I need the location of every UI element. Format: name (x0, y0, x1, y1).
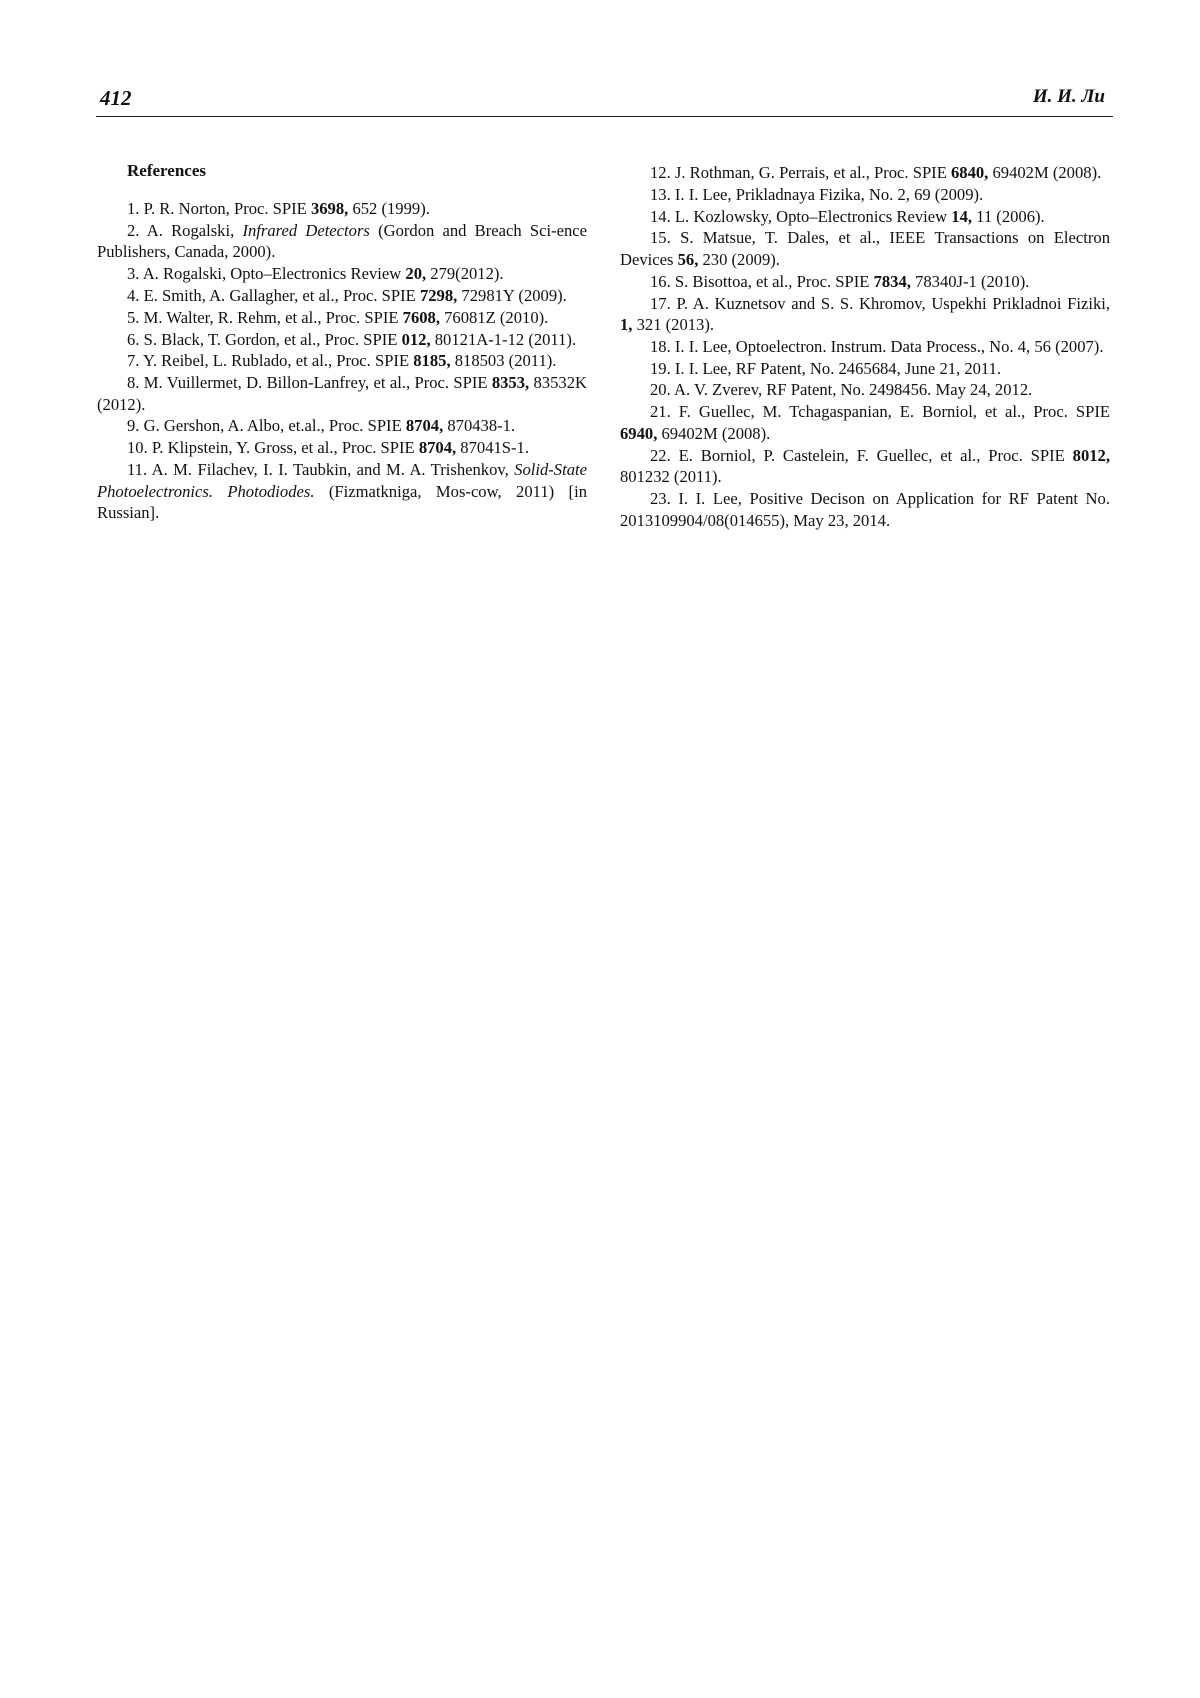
reference-item (620, 336, 1110, 358)
reference-item (97, 415, 587, 437)
reference-number: 20. (650, 380, 671, 400)
reference-text-end: 870438-1. (443, 416, 516, 436)
reference-volume: 8704, (405, 416, 444, 436)
reference-number: 19. (650, 358, 671, 378)
reference-item (97, 459, 587, 524)
reference-text: A. Rogalski, Opto–Electronics Review (142, 264, 406, 284)
reference-volume: 8353, (491, 373, 530, 393)
reference-item (97, 198, 587, 220)
reference-text-end: (Gordon and Breach Sci-ence Publishers, Canada, 2000). (97, 220, 587, 262)
reference-text: F. Guellec, M. Tchagaspanian, E. Borniol, et al., Proc. SPIE (678, 402, 1110, 422)
reference-item (97, 285, 587, 307)
left-column (97, 160, 587, 524)
reference-volume: 7834, (873, 271, 911, 291)
reference-number: 2. (127, 220, 140, 240)
reference-item (97, 372, 587, 415)
reference-item (97, 437, 587, 459)
reference-title: Infrared Detectors (242, 220, 370, 240)
references-list-left (97, 198, 587, 524)
reference-text-end: 230 (2009). (698, 249, 780, 269)
reference-number: 14. (650, 206, 671, 226)
reference-volume: 56, (677, 249, 699, 269)
reference-text: I. I. Lee, Positive Decison on Application for RF Patent No. 2013109904/08(014655), May 23, 2014. (620, 488, 1110, 530)
reference-text: A. V. Zverev, RF Patent, No. 2498456. May 24, 2012. (673, 380, 1033, 400)
reference-number: 8. (127, 373, 140, 393)
running-head: И. И. Ли (1032, 86, 1105, 107)
reference-item (620, 271, 1110, 293)
reference-item (620, 379, 1110, 401)
reference-item (97, 329, 587, 351)
reference-text-end: 72981Y (2009). (457, 285, 567, 305)
reference-text-end: 801232 (2011). (620, 467, 722, 487)
reference-number: 9. (127, 416, 140, 436)
reference-number: 17. (650, 293, 671, 313)
reference-text: P. A. Kuznetsov and S. S. Khromov, Uspekhi Prikladnoi Fiziki, (676, 293, 1110, 313)
reference-volume: 8012, (1072, 445, 1110, 465)
reference-number: 4. (127, 285, 140, 305)
reference-text: E. Smith, A. Gallagher, et al., Proc. SPIE (143, 285, 420, 305)
reference-text-end: (Fizmatkniga, Mos-cow, 2011) [in Russian]. (97, 481, 587, 523)
reference-item (620, 358, 1110, 380)
reference-volume: 7608, (402, 307, 440, 327)
reference-number: 22. (650, 445, 671, 465)
reference-text-end: 69402M (2008). (657, 423, 771, 443)
reference-number: 7. (127, 351, 140, 371)
page-header (96, 86, 1113, 117)
reference-number: 16. (650, 271, 671, 291)
reference-number: 6. (127, 329, 140, 349)
reference-volume: 8704, (418, 438, 457, 458)
reference-number: 1. (127, 199, 140, 218)
reference-number: 15. (650, 228, 671, 248)
reference-number: 21. (650, 402, 671, 422)
reference-text: Y. Reibel, L. Rublado, et al., Proc. SPIE (143, 351, 414, 371)
reference-text-end: 83532K (2012). (97, 373, 587, 414)
reference-volume: 3698, (310, 199, 349, 218)
reference-text: I. I. Lee, RF Patent, No. 2465684, June 21, 2011. (674, 358, 1002, 378)
reference-volume: 6840, (950, 163, 989, 182)
reference-text-end: 818503 (2011). (450, 351, 557, 371)
reference-item (620, 206, 1110, 228)
reference-text: A. M. Filachev, I. I. Taubkin, and M. A. Trishenkov, (151, 460, 515, 479)
reference-number: 13. (650, 184, 671, 204)
reference-volume: 20, (405, 264, 427, 284)
right-column (620, 160, 1110, 531)
reference-item (620, 293, 1110, 336)
reference-number: 11. (127, 460, 148, 479)
reference-text: G. Gershon, A. Albo, et.al., Proc. SPIE (143, 416, 406, 436)
reference-item (97, 263, 587, 285)
reference-number: 12. (650, 163, 671, 182)
reference-text-end: 279(2012). (426, 264, 504, 284)
reference-item (97, 220, 587, 263)
reference-number: 18. (650, 336, 671, 356)
reference-text: S. Black, T. Gordon, et al., Proc. SPIE (143, 329, 402, 349)
page-number: 412 (100, 86, 132, 110)
reference-item (620, 227, 1110, 270)
reference-text: I. I. Lee, Optoelectron. Instrum. Data Process., No. 4, 56 (2007). (674, 336, 1104, 356)
reference-text-end: 76081Z (2010). (439, 307, 549, 327)
reference-volume: 14, (951, 206, 973, 226)
reference-text: I. I. Lee, Prikladnaya Fizika, No. 2, 69 (2009). (674, 184, 984, 204)
reference-number: 10. (127, 438, 148, 458)
reference-number: 3. (127, 264, 140, 284)
reference-text: M. Vuillermet, D. Billon-Lanfrey, et al., Proc. SPIE (143, 373, 492, 393)
reference-text: P. R. Norton, Proc. SPIE (143, 199, 311, 218)
reference-text-end: 69402M (2008). (988, 163, 1102, 182)
references-list-right (620, 162, 1110, 531)
reference-item (620, 401, 1110, 444)
reference-text-end: 80121A-1-12 (2011). (430, 329, 577, 349)
reference-item (620, 445, 1110, 488)
reference-text-end: 87041S-1. (456, 438, 529, 458)
reference-item (620, 184, 1110, 206)
reference-item (620, 488, 1110, 531)
reference-volume: 8185, (413, 351, 451, 371)
reference-text: L. Kozlowsky, Opto–Electronics Review (674, 206, 952, 226)
reference-text: S. Matsue, T. Dales, et al., IEEE Transactions on Electron Devices (620, 228, 1111, 269)
reference-text-end: 11 (2006). (972, 206, 1045, 226)
reference-volume: 7298, (419, 285, 458, 305)
reference-item (97, 350, 587, 372)
reference-title: Solid-State Photoelectronics. Photodiodes. (97, 460, 587, 501)
reference-number: 23. (650, 488, 671, 508)
reference-item (620, 162, 1110, 184)
reference-volume: 1, (620, 315, 633, 335)
reference-text: M. Walter, R. Rehm, et al., Proc. SPIE (143, 307, 403, 327)
reference-text: J. Rothman, G. Perrais, et al., Proc. SPIE (674, 163, 951, 182)
reference-text: A. Rogalski, (146, 220, 243, 240)
reference-item (97, 307, 587, 329)
reference-text: E. Borniol, P. Castelein, F. Guellec, et al., Proc. SPIE (678, 445, 1073, 465)
references-heading: References (127, 161, 206, 180)
reference-text-end: 321 (2013). (632, 315, 715, 335)
reference-text-end: 652 (1999). (348, 199, 430, 218)
reference-number: 5. (127, 307, 140, 327)
reference-text: P. Klipstein, Y. Gross, et al., Proc. SPIE (151, 438, 419, 458)
reference-volume: 6940, (620, 423, 658, 443)
reference-text: S. Bisottoa, et al., Proc. SPIE (674, 271, 874, 291)
reference-volume: 012, (401, 329, 431, 349)
reference-text-end: 78340J-1 (2010). (910, 271, 1030, 291)
